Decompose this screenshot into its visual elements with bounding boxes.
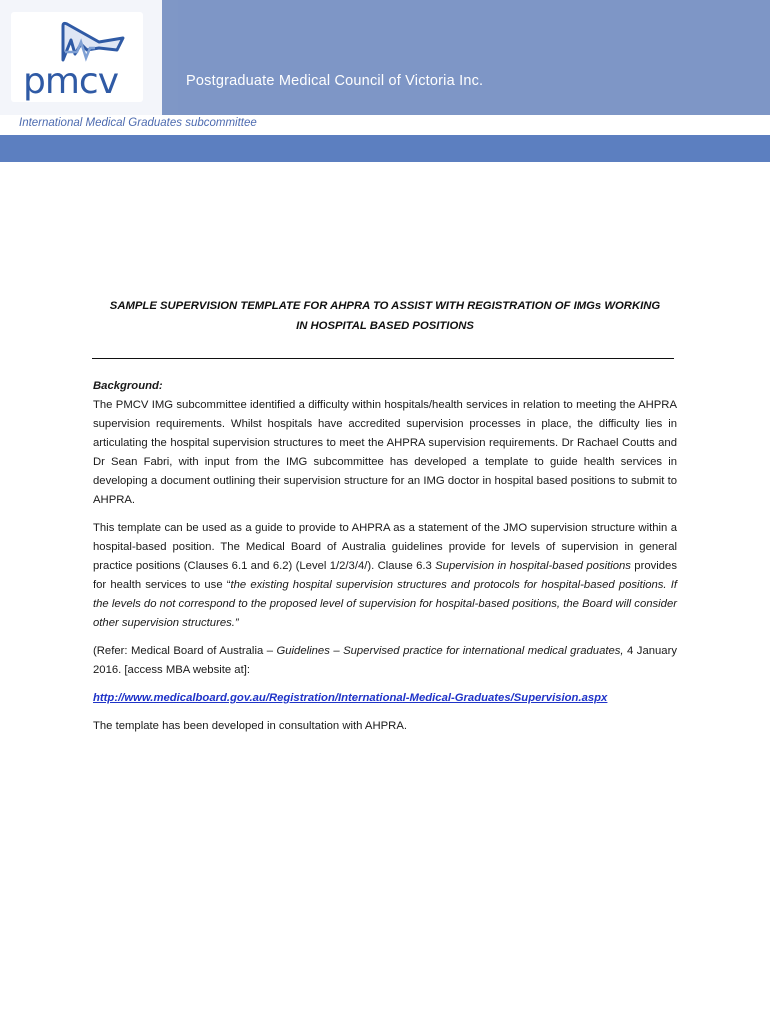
header-strip (0, 135, 770, 162)
logo-text: pmcv (23, 61, 119, 102)
org-name: Postgraduate Medical Council of Victoria Inc. (186, 73, 484, 89)
para2-text-c: provides for health services to use “ (93, 560, 677, 591)
org-panel (178, 0, 770, 115)
para2-quote: the existing hospital supervision structures and protocols for hospital-based positions. If the levels do not correspond to the proposed level of supervision for hospital-based positions, the Board will consider other supervision structures.” (93, 579, 677, 629)
document-body (93, 377, 677, 745)
paragraph-reference (93, 642, 677, 680)
document-title (92, 296, 678, 336)
para3-text-c: 4 January 2016. [access MBA website at]: (93, 645, 677, 676)
title-divider (92, 358, 674, 359)
paragraph-consultation: The template has been developed in consultation with AHPRA. (93, 720, 407, 732)
para3-text-a: (Refer: Medical Board of Australia – (93, 645, 277, 657)
para2-clause-title: Supervision in hospital-based positions (435, 560, 631, 572)
title-line-2: IN HOSPITAL BASED POSITIONS (296, 320, 474, 332)
title-line-1: SAMPLE SUPERVISION TEMPLATE FOR AHPRA TO ASSIST WITH REGISTRATION OF IMGs WORKING (109, 300, 661, 312)
subcommittee-label: International Medical Graduates subcommittee (19, 117, 257, 129)
paragraph-template-usage (93, 519, 677, 633)
logo-card (11, 12, 143, 102)
mba-link-anchor[interactable]: http://www.medicalboard.gov.au/Registration/International-Medical-Graduates/Supervision.aspx (93, 692, 608, 704)
para2-text-a: This template can be used as a guide to provide to AHPRA as a statement of the JMO supervision structure within a hospital-based position. The Medical Board of Australia guidelines provide for levels of supervision in general practice positions (Clauses 6.1 and 6.2) (Level 1/2/3/4/). Clause 6.3 (93, 522, 677, 572)
mba-website-link[interactable] (93, 689, 677, 708)
background-heading: Background: (93, 380, 163, 392)
paragraph-background: The PMCV IMG subcommittee identified a difficulty within hospitals/health services in relation to meeting the AHPRA supervision requirements. Whilst hospitals have accredited supervision processes in place, the difficulty lies in articulating the hospital supervision structures to meet the AHPRA supervision requirements. Dr Rachael Coutts and Dr Sean Fabri, with input from the IMG subcommittee has developed a template to guide health services in developing a document outlining their supervision structure for an IMG doctor in hospital based positions to submit to AHPRA. (93, 399, 677, 506)
pmcv-logo-icon (59, 20, 129, 64)
para3-guidelines: Guidelines – Supervised practice for international medical graduates, (276, 645, 624, 657)
logo-area (0, 0, 162, 115)
